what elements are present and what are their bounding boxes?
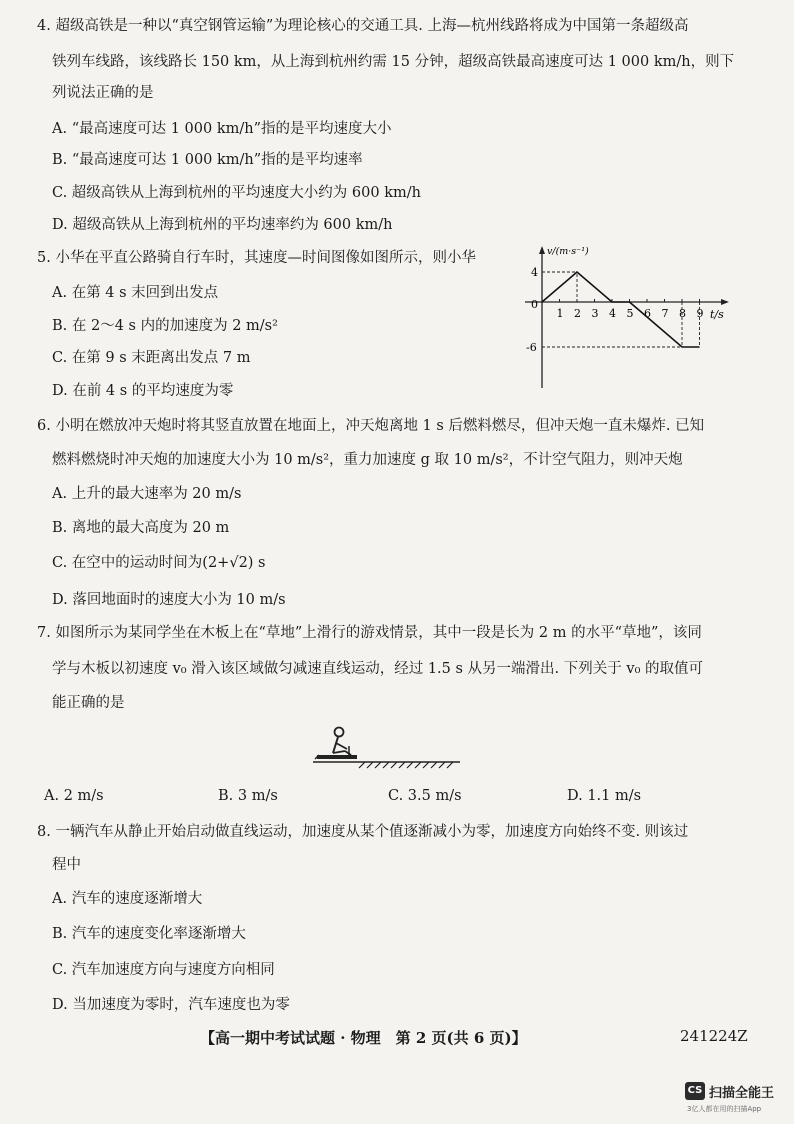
q7-stem-line-1: 7. 如图所示为某同学坐在木板上在“草地”上滑行的游戏情景，其中一段是长为 2 m 的水平“草地”，该同 [37, 625, 702, 641]
page-footer-code: 241224Z [680, 1027, 748, 1045]
q4-stem-line-3: 列说法正确的是 [52, 85, 154, 101]
graph-x-tick-label: 9 [696, 307, 704, 320]
sled-on-grass-figure [305, 722, 465, 774]
graph-origin-label: 0 [531, 298, 538, 311]
graph-x-axis-label: t/s [710, 308, 724, 321]
grass-hatch-mark [391, 762, 397, 768]
q4-option-b: B. “最高速度可达 1 000 km/h”指的是平均速率 [52, 152, 363, 168]
q6-stem-line-1: 6. 小明在燃放冲天炮时将其竖直放置在地面上，冲天炮离地 1 s 后燃料燃尽，但冲天炮一直未爆炸. 已知 [37, 418, 705, 434]
grass-hatch-mark [359, 762, 365, 768]
q7-option-a: A. 2 m/s [44, 788, 104, 804]
page-footer-title: 【高一期中考试试题 · 物理 第 2 页(共 6 页)】 [200, 1029, 527, 1047]
grass-hatch-mark [423, 762, 429, 768]
graph-y-axis-label: v/(m·s⁻¹) [547, 246, 589, 257]
q8-option-a: A. 汽车的速度逐渐增大 [52, 891, 203, 907]
graph-x-tick-label: 6 [644, 307, 651, 320]
graph-y-tick-label: -6 [526, 341, 537, 354]
q5-option-d: D. 在前 4 s 的平均速度为零 [52, 383, 234, 399]
q6-option-c: C. 在空中的运动时间为(2+√2) s [52, 555, 266, 571]
graph-x-tick-label: 5 [626, 307, 634, 320]
q8-option-b: B. 汽车的速度变化率逐渐增大 [52, 926, 246, 942]
q7-options-row [0, 786, 794, 806]
graph-velocity-line [542, 272, 700, 347]
q6-option-b: B. 离地的最大高度为 20 m [52, 520, 230, 536]
q8-stem-line-2: 程中 [52, 857, 81, 873]
q5-option-c: C. 在第 9 s 末距离出发点 7 m [52, 350, 251, 366]
grass-hatch-mark [399, 762, 405, 768]
graph-x-tick-label: 3 [591, 307, 599, 320]
q6-option-a: A. 上升的最大速率为 20 m/s [52, 486, 242, 502]
q6-stem-line-2: 燃料燃烧时冲天炮的加速度大小为 10 m/s²，重力加速度 g 取 10 m/s²，不计空气阻力，则冲天炮 [52, 452, 683, 468]
graph-y-tick-label: 4 [531, 266, 538, 279]
q7-option-d: D. 1.1 m/s [567, 788, 642, 804]
q4-stem-line-1: 4. 超级高铁是一种以“真空钢管运输”为理论核心的交通工具. 上海—杭州线路将成为中国第一条超级高 [37, 18, 689, 34]
grass-hatch-mark [383, 762, 389, 768]
grass-hatch-mark [431, 762, 437, 768]
q8-option-c: C. 汽车加速度方向与速度方向相同 [52, 962, 275, 978]
graph-x-tick-label: 2 [574, 307, 581, 320]
q7-stem-line-3: 能正确的是 [52, 695, 125, 711]
graph-x-tick-label: 4 [609, 307, 616, 320]
q4-option-a: A. “最高速度可达 1 000 km/h”指的是平均速度大小 [52, 121, 392, 137]
scanner-tagline: 3亿人都在用的扫描App [687, 1105, 762, 1113]
grass-hatch-mark [439, 762, 445, 768]
grass-hatch-mark [375, 762, 381, 768]
q7-option-b: B. 3 m/s [218, 788, 278, 804]
graph-x-tick-label: 8 [679, 307, 686, 320]
q8-option-d: D. 当加速度为零时，汽车速度也为零 [52, 997, 290, 1013]
q4-stem-line-2: 铁列车线路，该线路长 150 km，从上海到杭州约需 15 分钟，超级高铁最高速度可达 1 000 km/h，则下 [52, 54, 735, 70]
graph-x-tick-label: 1 [556, 307, 564, 320]
q5-option-a: A. 在第 4 s 末回到出发点 [52, 285, 219, 301]
q8-stem-line-1: 8. 一辆汽车从静止开始启动做直线运动，加速度从某个值逐渐减小为零，加速度方向始终不变. 则该过 [37, 824, 689, 840]
q7-stem-line-2: 学与木板以初速度 v₀ 滑入该区域做匀减速直线运动，经过 1.5 s 从另一端滑出. 下列关于 v₀ 的取值可 [52, 661, 703, 677]
scanner-watermark [685, 1080, 785, 1120]
grass-hatch-mark [415, 762, 421, 768]
velocity-time-graph [505, 240, 735, 390]
q6-option-d: D. 落回地面时的速度大小为 10 m/s [52, 592, 286, 608]
q5-option-b: B. 在 2～4 s 内的加速度为 2 m/s² [52, 318, 278, 334]
scanner-app-name: 扫描全能王 [709, 1086, 775, 1101]
grass-hatch-mark [447, 762, 453, 768]
q4-option-c: C. 超级高铁从上海到杭州的平均速度大小约为 600 km/h [52, 185, 421, 201]
grass-hatch-mark [407, 762, 413, 768]
graph-x-tick-label: 7 [661, 307, 669, 320]
scanner-logo-icon: CS [685, 1082, 705, 1100]
q4-option-d: D. 超级高铁从上海到杭州的平均速率约为 600 km/h [52, 217, 393, 233]
q7-option-c: C. 3.5 m/s [388, 788, 462, 804]
grass-hatch-mark [367, 762, 373, 768]
q5-stem: 5. 小华在平直公路骑自行车时，其速度—时间图像如图所示，则小华 [37, 250, 476, 266]
